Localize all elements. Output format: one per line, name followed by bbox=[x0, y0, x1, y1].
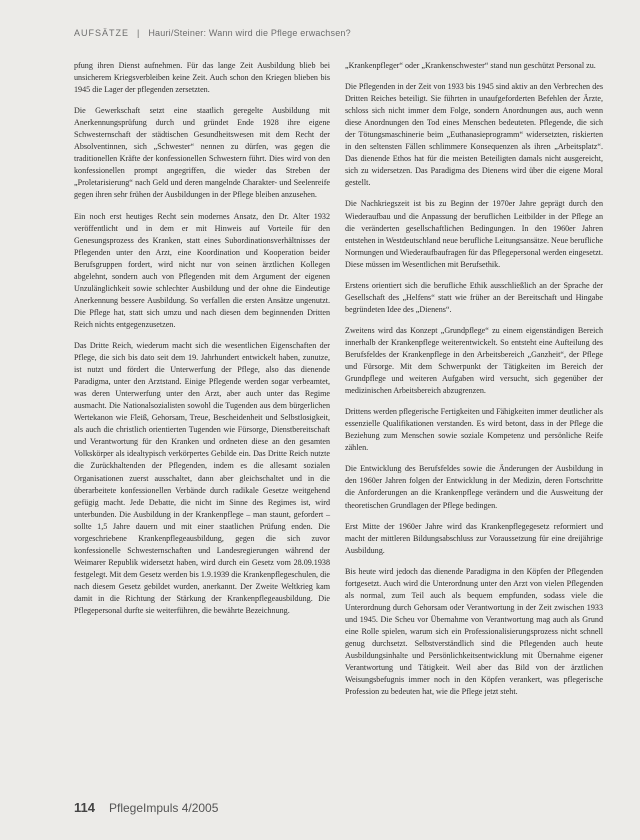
paragraph: Erst Mitte der 1960er Jahre wird das Krankenpflegegesetz reformiert und macht der mittleren Bildungsabschluss zur Voraussetzung für eine dreijährige Ausbildung. bbox=[345, 521, 603, 555]
page-number: 114 bbox=[74, 800, 95, 815]
page-footer bbox=[74, 800, 218, 815]
journal-issue: PflegeImpuls 4/2005 bbox=[108, 801, 219, 815]
paragraph: Die Gewerkschaft setzt eine staatlich geregelte Ausbildung mit Anerkennungsprüfung durch und gründet Ende 1928 ihre eigene Schwesternschaft der städtischen Gesundheitswesen mit dem Recht der Absolventinnen, sich „Schwester“ nennen zu dürfen, was gegen die traditionellen Kräfte der konfessionellen Schwestern führt. Dies wird von den konfessionellen prompt angegriffen, die wieder das Streben der „Proletarisierung“ nach Geld und deren mangelnde Charakter- und Seelenreife gegen ihren sehr frühen der Ausbildungen in der Pflege bleiben anzusehen. bbox=[74, 106, 330, 200]
section-label: AUFSÄTZE bbox=[74, 28, 130, 38]
paragraph: Die Nachkriegszeit ist bis zu Beginn der 1970er Jahre geprägt durch den Wiederaufbau und die Anpassung der beruflichen Leitbilder in der Pflege an die veränderten gesellschaftlichen Bedingungen. In den 1960er Jahren entstehen in Westdeutschland neue berufliche Leitungsansätze. Neue berufliche Normungen und Wiederaufbaufragen für das Pflegepersonal werden eingesetzt. Diese müssen im Wesentlichen mit Berufsethik. bbox=[345, 199, 603, 269]
running-header bbox=[74, 28, 600, 38]
paragraph: Bis heute wird jedoch das dienende Paradigma in den Köpfen der Pflegenden fortgesetzt. Auch wird die Unterordnung unter den Arzt von vielen Pflegenden als normal, zum Teil auch als bequem empfunden, sodass viele die Unterordnung durch Gehorsam oder Verantwortung in der Zeit zwischen 1933 und 1945. Die Scheu vor Übernahme von Verantwortung mag auch als Grund eine Rolle spielen, warum sich ein Professionalisierungsprozess nicht schnell genug durchsetzt. Selbstverständlich sind die Pflegenden auch heute Ausbildungsinhalte und Persönlichkeitsentwicklung mit Übernahme eigener Verantwortung und Tätigkeit. Weil aber das Bild von der ärztlichen Weisungsbefugnis immer noch in den Köpfen verankert, was pflegerische Profession zu bedeuten hat, wie die Pflege jetzt steht. bbox=[345, 566, 603, 697]
paragraph: „Krankenpfleger“ oder „Krankenschwester“ stand nun geschützt Personal zu. bbox=[345, 61, 596, 70]
article-subtitle: Hauri/Steiner: Wann wird die Pflege erwachsen? bbox=[148, 28, 351, 38]
paragraph: pfung ihren Dienst aufnehmen. Für das lange Zeit Ausbildung blieb bei unsicherem Kriegsverbleiben keine Zeit. Auch schon den Kriegen blieben bis 1945 die Lager der pflegenden zersetzten. bbox=[74, 61, 330, 95]
paragraph: Drittens werden pflegerische Fertigkeiten und Fähigkeiten immer deutlicher als essenzielle Qualifikationen verstanden. Es wird betont, dass in der Pflege die Beziehung zum Menschen sowie soziale Kompetenz und persönliche Reife zählen. bbox=[345, 407, 603, 453]
paragraph: Die Pflegenden in der Zeit von 1933 bis 1945 sind aktiv an den Verbrechen des Dritten Reiches beteiligt. Sie führten in unaufgeforderten Befehlen der Ärzte, schloss sich nicht immer dem Folge, sondern Anordnungen aus, auch wenn diese Anordnungen den Tod eines Menschen bedeuteten. Pflegende, die sich der Tötungsmaschinerie beim „Euthanasieprogramm“ widersetzten, riskierten in den seltensten Fällen schlimmere Konsequenzen als ihren „Arbeitsplatz“. Das dienende Ethos hat für die meisten Beteiligten damals nicht ausgereicht, sich zu widersetzen. Das Paradigma des Dienens wird über die eigene Moral gestellt. bbox=[345, 82, 603, 188]
paragraph: Zweitens wird das Konzept „Grundpflege“ zu einem eigenständigen Bereich innerhalb der Krankenpflege weiterentwickelt. So entsteht eine Aufteilung des Berufsfeldes der Krankenpflege in den Arbeitsbereich „Ganzheit“, der Pflege und Fürsorge. Mit dem Schwerpunkt der Tätigkeiten im Bereich der Grundpflege und weiteren Aufgaben wird versucht, sich gegenüber der medizinischen Arbeitsbereich abzugrenzen. bbox=[345, 325, 603, 396]
paragraph: Erstens orientiert sich die berufliche Ethik ausschließlich an der Sprache der Gesellschaft des „Helfens“ statt wie früher an der Bereitschaft und Hingabe begründeten Idee des „Dienens“. bbox=[345, 280, 603, 314]
right-text-column bbox=[345, 60, 603, 707]
paragraph: Die Entwicklung des Berufsfeldes sowie die Änderungen der Ausbildung in den 1960er Jahren folgen der Entwicklung in der Medizin, deren Fortschritte die Anforderungen an die Krankenpflege verändern und die Ausweitung der theoretischen Grundlagen der Pflege bedingen. bbox=[345, 464, 603, 510]
left-text-column bbox=[74, 60, 330, 626]
header-separator: | bbox=[137, 28, 141, 38]
paragraph: Ein noch erst heutiges Recht sein modernes Ansatz, den Dr. Alter 1932 veröffentlicht und in dem er mit Hinweis auf Vorteile für den Genesungsprozess des Kranken, statt eines Subordinationsverhältnisses der Pflegenden unter den Arzt, eine Koordination und Kooperation beider Berufsgruppen fordert, wird nicht nur von seinen ärztlichen Kollegen abgelehnt, sondern auch von Pflegenden mit dem Argument der eigenen Unzulänglichkeit sowie schlechter Ausbildung und der ohne die Eindeutige Anerkennung bessere Ausbildung. So verfallen die ersten Ansätze ungenutzt. Die Pflege hat, statt sich umzu und nach diesen dem beginnenden Dritten Reich nichts entgegenzusetzen. bbox=[74, 211, 330, 329]
paragraph: Das Dritte Reich, wiederum macht sich die wesentlichen Eigenschaften der Pflege, die sich bis dato seit dem 19. Jahrhundert entwickelt haben, zunutze, ist nutzt und fördert die Unterwerfung der Pflege, also das dienende Paradigma, unter den Arztstand. Einige Pflegende werden sogar verbeamtet, was deren Unterwerfung unter den Arzt, aber auch unter das Regime ausmacht. Die Nationalsozialisten sowohl die Tugenden aus dem bürgerlichen Wertekanon wie Fleiß, Gehorsam, Treue, Bescheidenheit und Selbstlosigkeit, als auch die christlich orientierten Tugenden wie Fürsorge, Dienstbereitschaft und Verantwortung für den Kranken und ordneten diese an den gesamten Volkskörper als idealtypisch verkörpertes Gebilde ein. Das Dritte Reich nutzte die Zurückhaltenden der Pflegenden, indem es die allesamt sozialen Organisationen zuerst ausschaltet, dann aber gleichschaltet und in die überarbeitete konfessionellen Verbände durch radikale Gesetze weitgehend gefügig macht. Jede Debatte, die nicht im Sinne des Regimes ist, wird unterbunden. Die Ausbildung in der Krankenpflege – man staunt, gefordert – sollte 1,5 Jahre dauern und mit einer staatlichen Prüfung enden. Die vorgeschriebene Krankenpflegeausbildung, gegen die sich zuvor konfessionelle Schwesternschaften und Landesregierungen während der Weimarer Republik widersetzt haben, wird durch ein Gesetz vom 28.09.1938 festgelegt. Mit dem Gesetz werden bis 1.9.1939 die Krankenpflegeschulen, die nach diesem Gesetz gebildet wurden, anerkannt. Der Zweite Weltkrieg kam damit in die Richtung der Stärkung der Krankenpflegeausbildung. Die Pflegepersonal durfte sie weiterführen, die bewährte Bezeichnung. bbox=[74, 340, 330, 616]
